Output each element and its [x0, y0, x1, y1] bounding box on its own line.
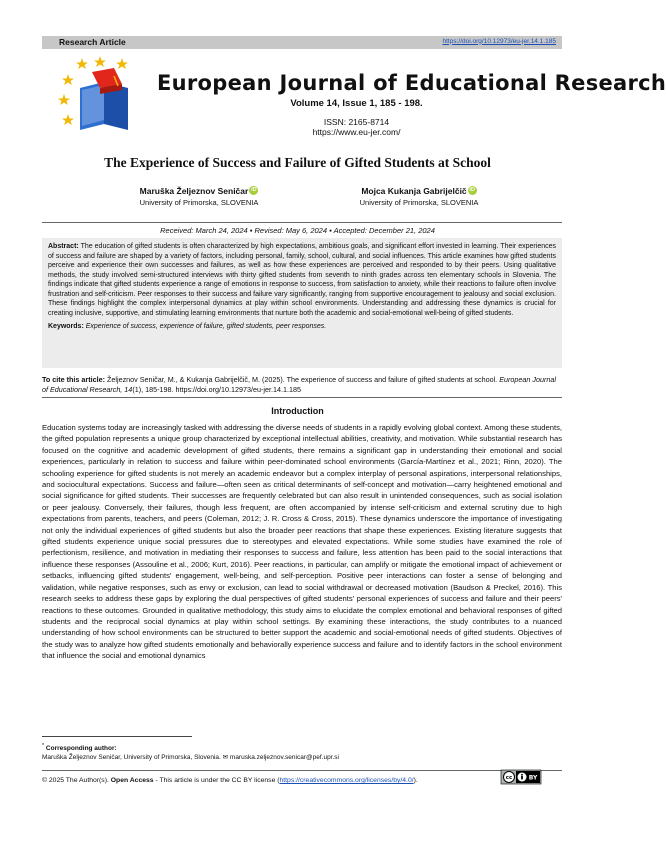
divider [42, 222, 562, 223]
introduction-text: Education systems today are increasingly tasked with addressing the diverse needs of students in a rapidly evolving global context. Among these students, the gifted population represents a unique group characterized by exceptional intellectual abilities, creativity, and motivation. While substantial research has focused on the cognitive and academic development of gifted students, there remains a significant gap in understanding their emotional and social experiences, particularly in relation to success and failure within peer-dominated school environments (García-Martínez et al., 2021; Rinn, 2020). The schooling experience for gifted students is not merely an academic endeavor but a complex interplay of personal aspirations, interpersonal relationships, and sociocultural expectations. Success and failure—often seen as critical determinants of self-concept and motivation—carry heightened emotional and social significance for gifted students. Their successes are frequently celebrated but can also result in unintended consequences, such as social isolation or peer jealousy. Conversely, their failures, though less frequent, are often accompanied by intense self-criticism and external scrutiny due to high expectations from parents, teachers, and peers (Coleman, 2012; J. R. Cross & Cross, 2015). These dynamics underscore the importance of investigating not only the individual experiences of gifted students but also the broader peer reactions that shape these experiences. Existing literature suggests that gifted students experience unique social pressures due to stereotypes and elevated expectations. While some studies have examined the role of perfectionism, resilience, and motivation in mediating their responses to success and failure, less attention has been paid to the social interactions that influence these responses (Assouline et al., 2006; Kurt, 2016). Peer reactions, in particular, can amplify or mitigate the emotional impact of achievement or setbacks, influencing gifted students' engagement, well-being, and self-perception. Positive peer interactions can foster a sense of belonging and validation, while negative responses, such as envy or exclusion, can lead to social withdrawal or decreased motivation (Baudson & Preckel, 2016). This research seeks to address these gaps by exploring the dual perspectives of gifted students' personal experiences of success and failure and their peers' reactions to these outcomes. Grounded in qualitative methodology, this study aims to elucidate the complex emotional and behavioral responses of gifted students and the reciprocal social dynamics at play within school settings. By examining these interactions, the study contributes to a nuanced understanding of how school environments can be structured to better support the academic and social-emotional needs of gifted students. Objectives of the study was to analyze how gifted students emotionally and behaviorally experience success and failure and to identify factors in the school environment that influence the social and emotional dynamics [42, 423, 562, 661]
author-2 [319, 186, 519, 207]
footnote-text: Maruška Željeznov Seničar, University of Primorska, Slovenia. [42, 754, 221, 762]
article-type-label: Research Article [59, 37, 126, 47]
svg-text:BY: BY [528, 774, 538, 782]
author-name: Mojca Kukanja Gabrijelčič [361, 186, 467, 196]
abstract-label: Abstract: [48, 243, 79, 250]
citation [42, 375, 562, 394]
license-line [42, 774, 562, 784]
journal-issn: ISSN: 2165-8714 [323, 117, 390, 127]
article-dates: Received: March 24, 2024 ▪ Revised: May 6, 2024 ▪ Accepted: December 21, 2024 [160, 226, 435, 235]
citation-journal: European Journal of Educational Research, 14 [42, 375, 556, 394]
copyright-text: © 2025 The Author(s). [42, 777, 109, 784]
header-bar [42, 36, 562, 49]
orcid-icon[interactable]: iD [251, 187, 257, 193]
paper-title: The Experience of Success and Failure of Gifted Students at School [104, 155, 491, 170]
footnote-email[interactable]: maruska.zeljeznov.senicar@pef.upr.si [229, 754, 339, 762]
author-affiliation: University of Primorska, SLOVENIA [139, 198, 259, 207]
open-access-label: Open Access [110, 777, 154, 784]
divider [42, 770, 562, 771]
svg-text:cc: cc [505, 775, 513, 781]
citation-label: To cite this article: [42, 375, 105, 384]
divider [42, 397, 562, 398]
keywords-text: Experience of success, experience of failure, gifted students, peer responses. [85, 323, 327, 330]
keywords-label: Keywords: [48, 323, 84, 330]
citation-text: Željeznov Seničar, M., & Kukanja Gabrijelčič, M. (2025). The experience of success and failure of gifted students at school. [106, 375, 498, 384]
author-affiliation: University of Primorska, SLOVENIA [359, 198, 479, 207]
citation-tail: (1), 185-198. https://doi.org/10.12973/eu-jer.14.1.185 [132, 384, 301, 394]
footnote [42, 742, 562, 762]
mail-icon: ✉ [222, 754, 229, 762]
license-link[interactable]: https://creativecommons.org/licenses/by/4.0/ [279, 777, 414, 784]
orcid-icon[interactable]: iD [469, 187, 475, 193]
section-heading: Introduction [271, 406, 324, 416]
abstract-text: The education of gifted students is often characterized by high expectations, ambitious goals, and significant effort invested in learning. Their experiences of success and failure are shaped by a variety of factors, including personal, family, school, cultural, and social influences. This article examines how gifted students perceive and experience their own successes and failures, as well as how these experiences are perceived and responded to by their peers. Using qualitative methods, the study involved semi-structured interviews with thirty gifted students from seventh to ninth grades across ten elementary schools in Slovenia. The findings indicate that gifted students experience a range of emotions in response to success, from satisfaction to anxiety, while their reactions to failure often involve frustration and self-criticism. Peer responses to their success and failure vary significantly, ranging from supportive encouragement to jealousy and social exclusion. These findings highlight the complex interpersonal dynamics at play within school environments. Understanding and addressing these dynamics is crucial for creating inclusive, supportive, and stimulating learning environments that nurture both the academic and social-emotional well-being of gifted students. [48, 243, 557, 317]
license-text: - This article is under the CC BY license ( [153, 777, 280, 784]
journal-issue: Volume 14, Issue 1, 185 - 198. [290, 98, 423, 109]
footnote-divider [42, 736, 192, 737]
footnote-marker: * [42, 743, 45, 749]
author-name: Maruška Željeznov Seničar [139, 186, 249, 196]
abstract [42, 238, 562, 368]
cc-by-icon [501, 770, 541, 784]
journal-website[interactable]: https://www.eu-jer.com/ [312, 127, 401, 137]
doi-link[interactable]: https://doi.org/10.12973/eu-jer.14.1.185 [442, 37, 556, 45]
author-1 [99, 186, 299, 207]
footnote-label: Corresponding author: [45, 745, 117, 753]
license-suffix: ). [413, 777, 418, 784]
journal-name: European Journal of Educational Research [157, 71, 666, 95]
